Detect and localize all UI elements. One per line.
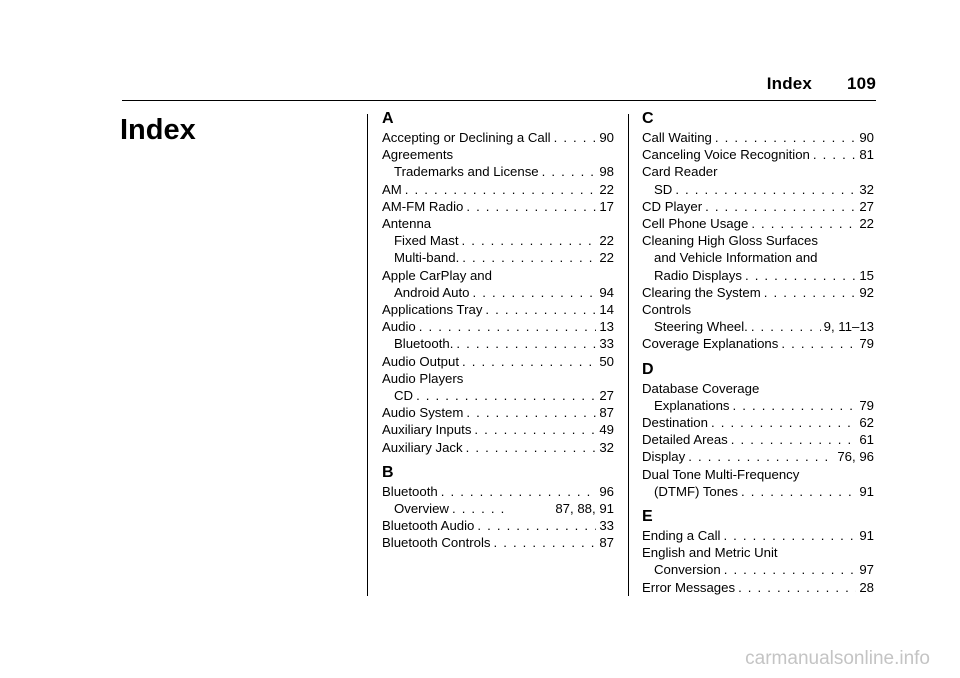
index-entry <box>642 215 874 232</box>
entry-text: Cell Phone Usage <box>642 216 749 232</box>
letter-heading-b: B <box>382 463 394 481</box>
entry-text: Android Auto <box>394 284 470 300</box>
entry-pages: 14 <box>599 302 614 318</box>
entry-text: Bluetooth Controls <box>382 535 491 551</box>
index-entry <box>642 335 874 352</box>
entry-pages: 79 <box>859 397 874 413</box>
entry-pages: 13 <box>599 319 614 335</box>
entry-pages: 94 <box>599 284 614 300</box>
entry-text: Multi-band. <box>394 250 460 266</box>
entry-pages: 28 <box>859 579 874 595</box>
entry-pages: 22 <box>599 250 614 266</box>
entry-pages: 27 <box>859 198 874 214</box>
leader-dots <box>733 397 857 414</box>
watermark: carmanualsonline.info <box>745 648 930 669</box>
entry-pages: 92 <box>859 284 874 300</box>
entry-text: Coverage Explanations <box>642 336 779 352</box>
leader-dots <box>751 215 856 232</box>
entry-text: Auxiliary Jack <box>382 439 463 455</box>
entry-pages: 17 <box>599 198 614 214</box>
entry-pages: 22 <box>599 181 614 197</box>
index-entry <box>382 421 614 438</box>
leader-dots <box>485 301 596 318</box>
entry-pages: 50 <box>599 353 614 369</box>
leader-dots <box>813 146 856 163</box>
header-rule <box>122 100 876 101</box>
entry-text: Audio System <box>382 405 464 421</box>
index-entry <box>642 284 874 301</box>
leader-dots <box>452 500 510 517</box>
entry-text: CD Player <box>642 198 703 214</box>
entry-pages: 90 <box>599 130 614 145</box>
entry-text: AM-FM Radio <box>382 198 464 214</box>
leader-dots <box>441 483 597 500</box>
header-section: Index <box>766 74 813 93</box>
running-header <box>767 74 876 94</box>
index-subentry <box>382 500 614 517</box>
leader-dots <box>462 232 597 249</box>
entry-text: AM <box>382 181 402 197</box>
index-entry <box>642 414 874 431</box>
leader-dots <box>705 198 856 215</box>
letter-heading-c: C <box>642 110 654 127</box>
leader-dots <box>462 249 596 266</box>
index-entry-continued: and Vehicle Information and <box>654 250 818 266</box>
index-subentry <box>382 232 614 249</box>
leader-dots <box>751 318 821 335</box>
entry-text: Canceling Voice Recognition <box>642 147 810 163</box>
entry-pages: 96 <box>599 483 614 499</box>
index-subentry <box>642 267 874 284</box>
index-subentry <box>382 249 614 266</box>
letter-heading-d: D <box>642 360 654 378</box>
index-entry <box>642 198 874 215</box>
entry-text: Steering Wheel. <box>654 319 748 335</box>
index-entry: Antenna <box>382 216 432 232</box>
entry-pages: 33 <box>599 336 614 352</box>
column-divider-left <box>367 114 368 596</box>
entry-pages: 87, 88, 91 <box>555 501 614 517</box>
index-subentry <box>382 284 614 301</box>
entry-text: SD <box>654 181 673 197</box>
leader-dots <box>675 181 856 198</box>
page-title: Index <box>120 114 196 146</box>
index-subentry <box>382 387 614 404</box>
entry-pages: 9, 11–13 <box>823 319 874 335</box>
entry-text: CD <box>394 388 414 404</box>
index-subentry <box>382 163 614 180</box>
leader-dots <box>456 335 596 352</box>
leader-dots <box>745 267 856 284</box>
entry-text: Bluetooth Audio <box>382 518 475 534</box>
entry-text: Conversion <box>654 562 721 578</box>
entry-pages: 76, 96 <box>837 449 874 465</box>
index-entry: Controls <box>642 302 692 318</box>
leader-dots <box>723 527 856 544</box>
leader-dots <box>494 534 597 551</box>
entry-pages: 98 <box>599 164 614 180</box>
entry-text: Bluetooth <box>382 483 438 499</box>
entry-pages: 49 <box>599 422 614 438</box>
index-entry <box>642 527 874 544</box>
index-subentry <box>642 181 874 198</box>
leader-dots <box>554 129 597 146</box>
page-number: 109 <box>847 74 876 93</box>
entry-text: Audio <box>382 319 416 335</box>
index-column-1 <box>382 110 614 552</box>
entry-text: Error Messages <box>642 579 736 595</box>
index-entry: Audio Players <box>382 370 464 386</box>
entry-text: Detailed Areas <box>642 432 728 448</box>
leader-dots <box>731 431 857 448</box>
index-entry <box>382 181 614 198</box>
leader-dots <box>473 284 597 301</box>
entry-pages: 62 <box>859 415 874 431</box>
entry-pages: 87 <box>599 535 614 551</box>
leader-dots <box>738 579 856 596</box>
index-entry <box>382 404 614 421</box>
leader-dots <box>466 404 596 421</box>
entry-text: Bluetooth. <box>394 336 454 352</box>
entry-text: Applications Tray <box>382 302 483 318</box>
letter-heading-a: A <box>382 110 394 127</box>
entry-text: Audio Output <box>382 353 459 369</box>
entry-text: Destination <box>642 415 708 431</box>
entry-pages: 97 <box>859 562 874 578</box>
leader-dots <box>416 387 596 404</box>
index-entry <box>382 483 614 500</box>
leader-dots <box>711 414 856 431</box>
index-entry <box>382 517 614 534</box>
leader-dots <box>741 483 856 500</box>
index-entry <box>642 146 874 163</box>
index-subentry <box>642 397 874 414</box>
entry-pages: 91 <box>859 483 874 499</box>
index-entry <box>382 129 614 146</box>
index-entry: Dual Tone Multi-Frequency <box>642 466 800 482</box>
index-subentry <box>642 483 874 500</box>
index-subentry <box>642 318 874 335</box>
entry-text: Trademarks and License <box>394 164 539 180</box>
index-subentry <box>382 335 614 352</box>
index-entry: Agreements <box>382 147 454 163</box>
entry-pages: 90 <box>859 130 874 145</box>
leader-dots <box>781 335 856 352</box>
leader-dots <box>405 181 597 198</box>
index-column-2 <box>642 110 874 596</box>
entry-text: Overview <box>394 501 449 517</box>
entry-text: Call Waiting <box>642 130 712 145</box>
entry-pages: 22 <box>599 233 614 249</box>
leader-dots <box>466 439 597 456</box>
index-entry <box>382 198 614 215</box>
index-entry <box>382 353 614 370</box>
index-entry <box>382 439 614 456</box>
entry-pages: 91 <box>859 528 874 544</box>
entry-pages: 33 <box>599 518 614 534</box>
entry-pages: 81 <box>859 147 874 163</box>
entry-text: Radio Displays <box>654 267 742 283</box>
leader-dots <box>688 448 834 465</box>
index-entry <box>382 534 614 551</box>
entry-text: Clearing the System <box>642 284 761 300</box>
entry-pages: 87 <box>599 405 614 421</box>
entry-text: Explanations <box>654 397 730 413</box>
entry-pages: 32 <box>599 439 614 455</box>
leader-dots <box>462 353 596 370</box>
index-entry: Database Coverage <box>642 380 760 396</box>
leader-dots <box>764 284 857 301</box>
index-entry: Cleaning High Gloss Surfaces <box>642 233 818 249</box>
leader-dots <box>724 561 857 578</box>
entry-text: Accepting or Declining a Call <box>382 130 551 145</box>
index-entry <box>642 448 874 465</box>
entry-text: Display <box>642 449 686 465</box>
leader-dots <box>715 129 856 146</box>
index-subentry <box>642 561 874 578</box>
letter-heading-e: E <box>642 508 653 526</box>
index-entry <box>382 318 614 335</box>
index-entry <box>642 129 874 146</box>
index-entry: Apple CarPlay and <box>382 267 492 283</box>
entry-pages: 22 <box>859 216 874 232</box>
entry-pages: 79 <box>859 336 874 352</box>
entry-text: Fixed Mast <box>394 233 459 249</box>
entry-text: Auxiliary Inputs <box>382 422 472 438</box>
entry-pages: 32 <box>859 181 874 197</box>
entry-pages: 61 <box>859 432 874 448</box>
entry-text: Ending a Call <box>642 528 721 544</box>
entry-pages: 15 <box>859 267 874 283</box>
leader-dots <box>466 198 596 215</box>
leader-dots <box>542 163 597 180</box>
index-entry <box>382 301 614 318</box>
entry-text: (DTMF) Tones <box>654 483 739 499</box>
column-divider-right <box>628 114 629 596</box>
index-entry <box>642 579 874 596</box>
leader-dots <box>474 421 596 438</box>
leader-dots <box>477 517 596 534</box>
index-entry: English and Metric Unit <box>642 545 778 561</box>
index-entry: Card Reader <box>642 164 718 180</box>
entry-pages: 27 <box>599 388 614 404</box>
index-entry <box>642 431 874 448</box>
leader-dots <box>419 318 597 335</box>
